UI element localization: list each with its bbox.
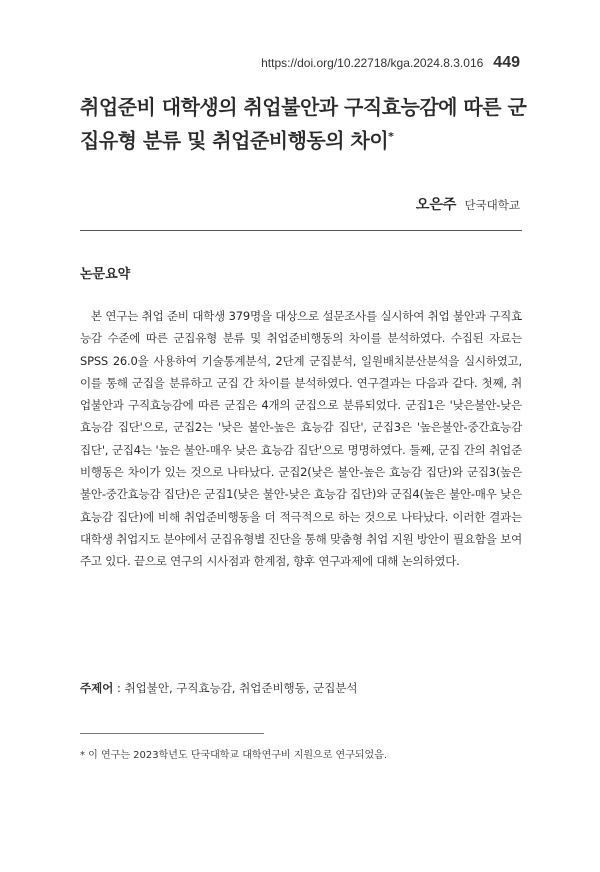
paper-title: [80, 92, 540, 156]
keywords-line: [80, 680, 522, 696]
author-name: 오은주: [415, 197, 457, 213]
paper-title-text: 취업준비 대학생의 취업불안과 구직효능감에 따른 군집유형 분류 및 취업준비행동의 차이: [80, 95, 527, 153]
funding-footnote: * 이 연구는 2023학년도 단국대학교 대학연구비 지원으로 연구되었음.: [80, 750, 388, 761]
title-footnote-mark: *: [388, 130, 394, 143]
footnote-divider: [80, 733, 264, 734]
running-header: [261, 54, 520, 72]
author-affiliation: 단국대학교: [464, 198, 520, 212]
page-number: 449: [493, 54, 520, 71]
keywords-label: 주제어: [80, 681, 114, 695]
doi-link[interactable]: https://doi.org/10.22718/kga.2024.8.3.016: [261, 56, 484, 70]
keywords-list: 취업불안, 구직효능감, 취업준비행동, 군집분석: [124, 681, 358, 695]
keywords-separator: :: [113, 681, 125, 695]
abstract-body: 본 연구는 취업 준비 대학생 379명을 대상으로 설문조사를 실시하여 취업 불안과 구직효능감 수준에 따른 군집유형 분류 및 취업준비행동의 차이를 분석하였다. 수집된 자료는 SPSS 26.0을 사용하여 기술통계분석, 2단계 군집분석, 일원배치분산분석을 실시하였고, 이를 통해 군집을 분류하고 군집 간 차이를 분석하였다. 연구결과는 다음과 같다. 첫째, 취업불안과 구직효능감에 따른 군집은 4개의 군집으로 분류되었다. 군집1은 '낮은불안-낮은효능감 집단'으로, 군집2는 '낮은 불안-높은 효능감 집단', 군집3은 '높은불안-중간효능감 집단', 군집4는 '높은 불안-매우 낮은 효능감 집단'으로 명명하였다. 둘째, 군집 간의 취업준비행동은 차이가 있는 것으로 나타났다. 군집2(낮은 불안-높은 효능감 집단)와 군집3(높은불안-중간효능감 집단)은 군집1(낮은 불안-낮은 효능감 집단)와 군집4(높은 불안-매우 낮은 효능감 집단)에 비해 취업준비행동을 더 적극적으로 하는 것으로 나타났다. 이러한 결과는 대학생 취업지도 분야에서 군집유형별 진단을 통해 맞춤형 취업 지원 방안이 필요함을 보여주고 있다. 끝으로 연구의 시사점과 한계점, 향후 연구과제에 대해 논의하였다.: [80, 309, 522, 569]
abstract-heading: 논문요약: [80, 267, 131, 282]
header-divider: [80, 230, 522, 231]
author-block: [416, 194, 520, 214]
